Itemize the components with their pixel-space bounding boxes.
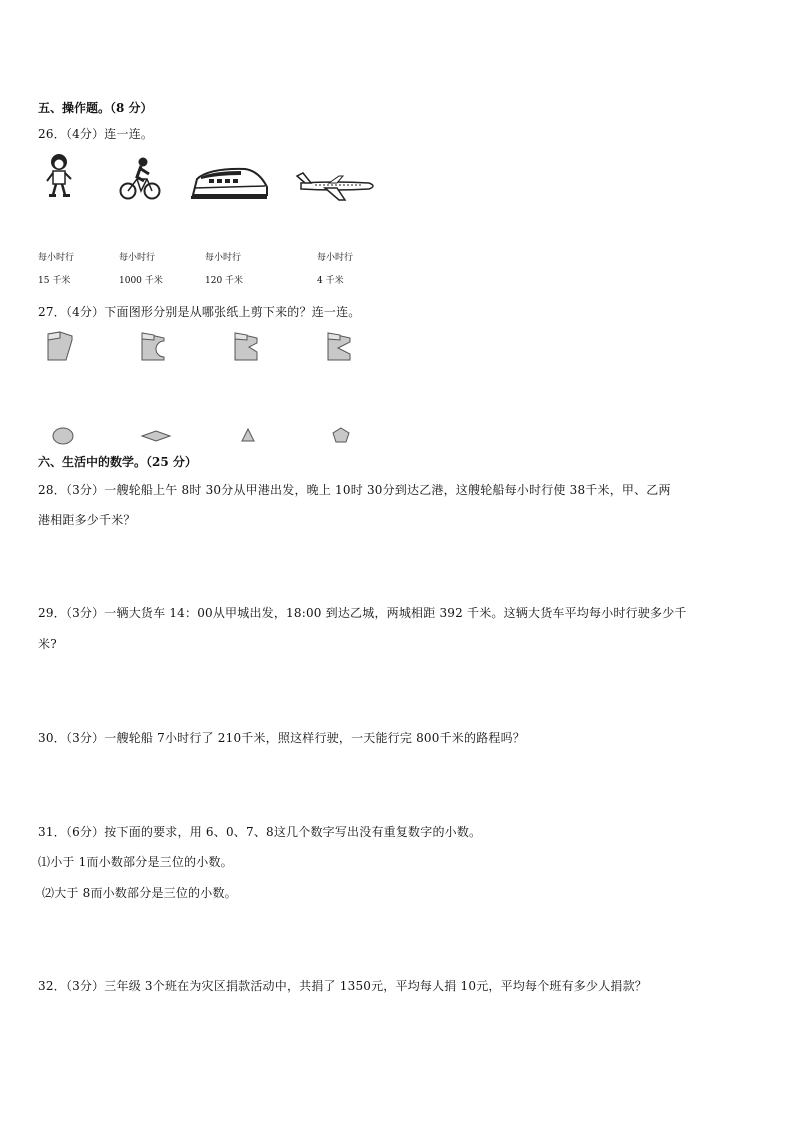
question-28-line1: 28．（3分）一艘轮船上午 8时 30分从甲港出发，晚上 10时 30分到达乙港，这艘轮船每小时行使 38千米，甲、乙两	[38, 483, 671, 497]
question-32: 32．（3分）三年级 3个班在为灾区捐款活动中，共捐了 1350元，平均每人捐 10元，平均每个班有多少人捐款？	[38, 979, 647, 993]
speed-label-3-line2: 120 千米	[205, 276, 244, 286]
child-walking-icon	[44, 153, 76, 199]
airplane-icon	[295, 170, 377, 202]
question-31-sub1: ⑴小于 1而小数部分是三位的小数。	[38, 855, 233, 869]
speed-label-2-line1: 每小时行	[119, 253, 156, 263]
rhombus-icon	[141, 430, 171, 442]
circle-icon	[52, 427, 74, 445]
triangle-icon	[241, 428, 255, 442]
speed-label-4-line2: 4 千米	[317, 276, 344, 286]
speed-label-3-line1: 每小时行	[205, 253, 242, 263]
folded-paper-semicircle-cut-icon	[140, 330, 168, 362]
question-27-stem: 27．（4分）下面图形分别是从哪张纸上剪下来的？连一连。	[38, 305, 361, 319]
speed-label-1-line2: 15 千米	[38, 276, 71, 286]
high-speed-train-icon	[189, 165, 269, 201]
section-5-title: 五、操作题。（8 分）	[38, 101, 153, 115]
question-31-sub2: ⑵大于 8而小数部分是三位的小数。	[42, 886, 237, 900]
pentagon-icon	[332, 427, 350, 443]
question-31-stem: 31．（6分）按下面的要求，用 6、0、7、8这几个数字写出没有重复数字的小数。	[38, 825, 482, 839]
speed-label-4-line1: 每小时行	[317, 253, 354, 263]
section-6-title: 六、生活中的数学。（25 分）	[38, 455, 197, 469]
folded-paper-notch-cut-icon	[233, 330, 261, 362]
folded-paper-triangle-cut-icon	[326, 330, 354, 362]
question-29-line1: 29．（3分）一辆大货车 14：00从甲城出发，18:00 到达乙城，两城相距 392 千米。这辆大货车平均每小时行驶多少千	[38, 606, 687, 620]
question-30: 30．（3分）一艘轮船 7小时行了 210千米，照这样行驶，一天能行完 800千米的路程吗？	[38, 731, 525, 745]
speed-label-2-line2: 1000 千米	[119, 276, 163, 286]
folded-paper-trapezoid-cut-icon	[46, 330, 74, 362]
question-26-stem: 26．（4分）连一连。	[38, 127, 154, 141]
speed-label-1-line1: 每小时行	[38, 253, 75, 263]
question-28-line2: 港相距多少千米？	[38, 513, 136, 527]
cyclist-icon	[119, 157, 161, 201]
question-29-line2: 米?	[38, 637, 57, 651]
